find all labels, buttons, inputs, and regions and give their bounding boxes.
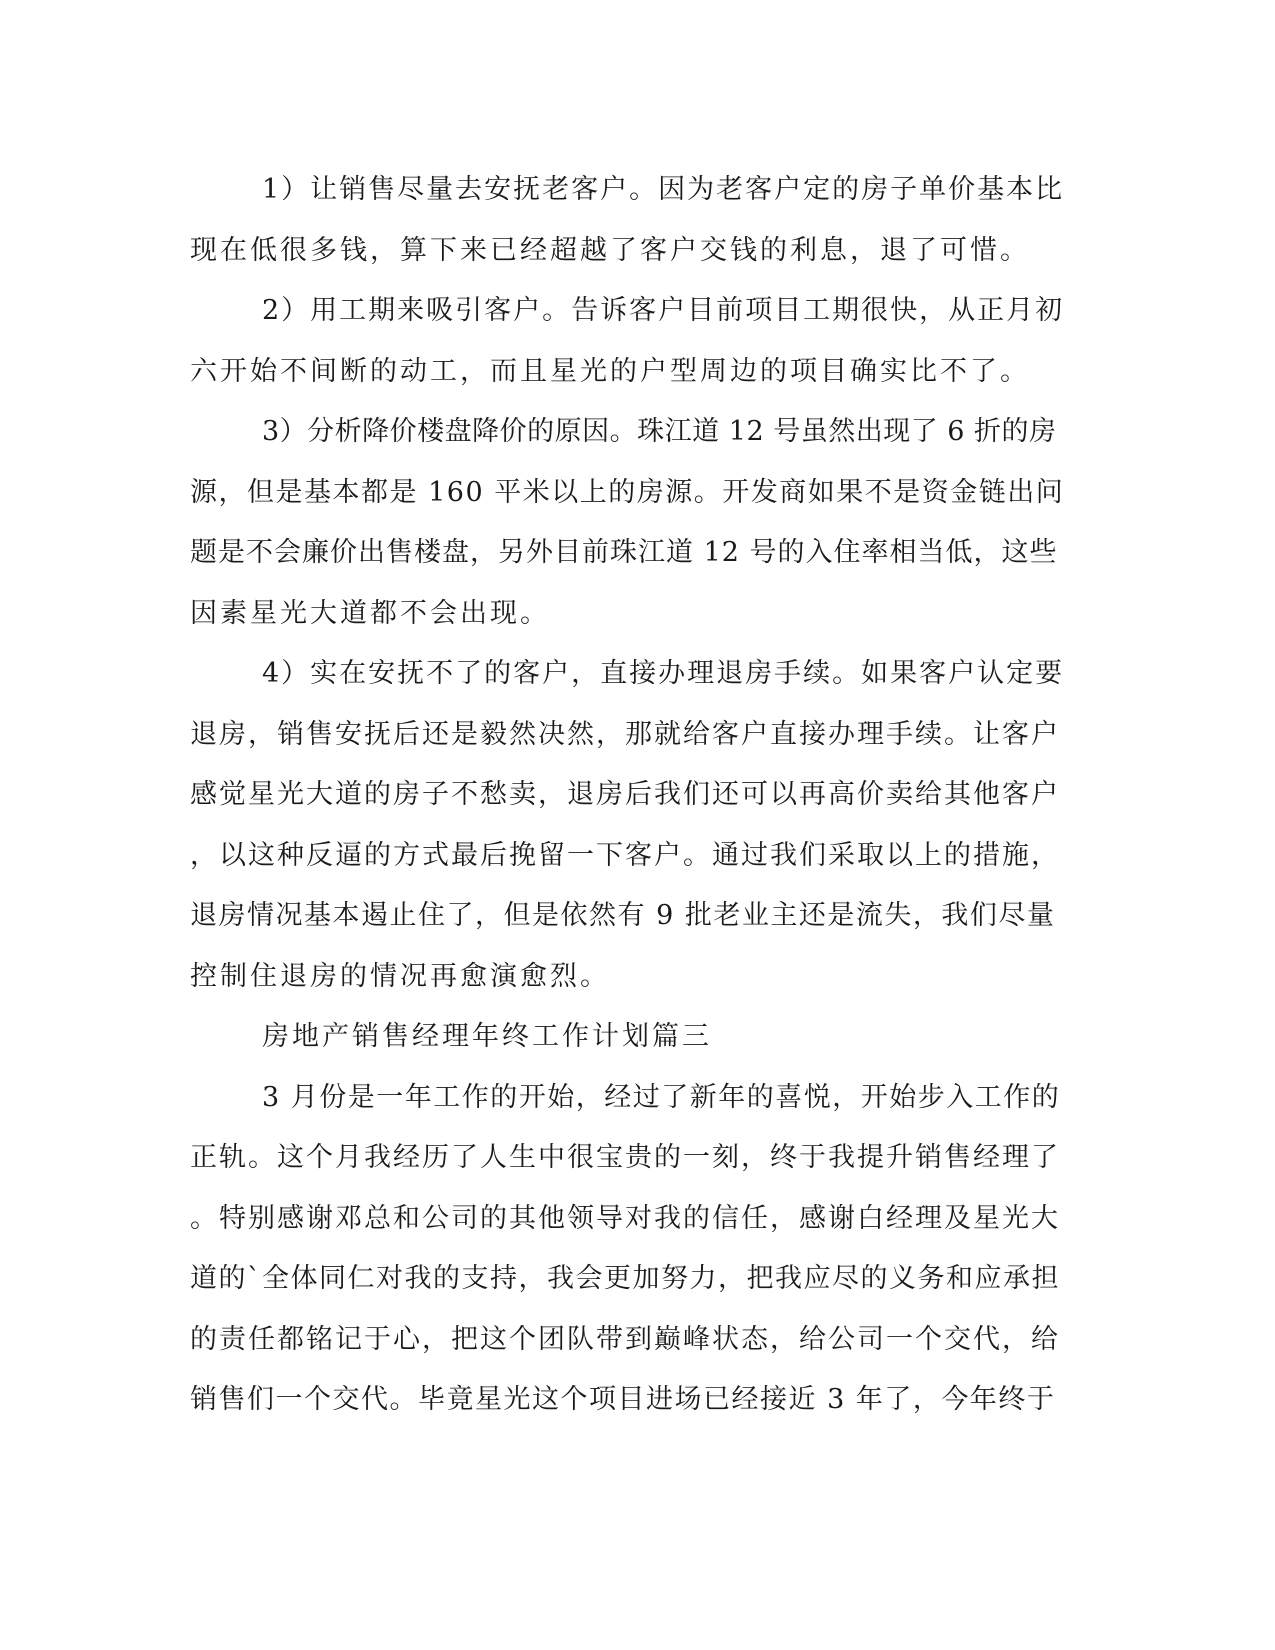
text-line: 3 月份是一年工作的开始，经过了新年的喜悦，开始步入工作的 bbox=[262, 1081, 1061, 1113]
text-line: 销售们一个交代。毕竟星光这个项目进场已经接近 3 年了，今年终于 bbox=[190, 1384, 1056, 1415]
text-line: 3）分析降价楼盘降价的原因。珠江道 12 号虽然出现了 6 折的房 bbox=[262, 416, 1057, 447]
text-line: 现在低很多钱，算下来已经超越了客户交钱的利息，退了可惜。 bbox=[190, 234, 1030, 266]
text-line: 退房情况基本遏止住了，但是依然有 9 批老业主还是流失，我们尽量 bbox=[190, 900, 1056, 931]
text-line: 源，但是基本都是 160 平米以上的房源。开发商如果不是资金链出问 bbox=[190, 476, 1065, 508]
text-line: 感觉星光大道的房子不愁卖，退房后我们还可以再高价卖给其他客户 bbox=[190, 779, 1060, 810]
text-line: 题是不会廉价出售楼盘，另外目前珠江道 12 号的入住率相当低，这些 bbox=[190, 537, 1058, 568]
text-line: 因素星光大道都不会出现。 bbox=[190, 597, 550, 629]
text-line: 正轨。这个月我经历了人生中很宝贵的一刻，终于我提升销售经理了 bbox=[190, 1142, 1060, 1173]
text-line: 1）让销售尽量去安抚老客户。因为老客户定的房子单价基本比 bbox=[262, 174, 1065, 205]
text-line: 4）实在安抚不了的客户，直接办理退房手续。如果客户认定要 bbox=[262, 658, 1065, 689]
text-line: 2）用工期来吸引客户。告诉客户目前项目工期很快，从正月初 bbox=[262, 295, 1065, 326]
document-body bbox=[190, 160, 1070, 1431]
section-heading: 房地产销售经理年终工作计划篇三 bbox=[262, 1021, 712, 1052]
text-line: 道的`全体同仁对我的支持，我会更加努力，把我应尽的义务和应承担 bbox=[190, 1263, 1060, 1294]
text-line: 控制住退房的情况再愈演愈烈。 bbox=[190, 960, 610, 992]
text-line: 六开始不间断的动工，而且星光的户型周边的项目确实比不了。 bbox=[190, 355, 1030, 387]
text-line: 退房，销售安抚后还是毅然决然，那就给客户直接办理手续。让客户 bbox=[190, 718, 1060, 750]
text-line: ，以这种反逼的方式最后挽留一下客户。通过我们采取以上的措施， bbox=[190, 839, 1060, 871]
text-line: 。特别感谢邓总和公司的其他领导对我的信任，感谢白经理及星光大 bbox=[190, 1202, 1060, 1234]
text-line: 的责任都铭记于心，把这个团队带到巅峰状态，给公司一个交代，给 bbox=[190, 1323, 1060, 1355]
